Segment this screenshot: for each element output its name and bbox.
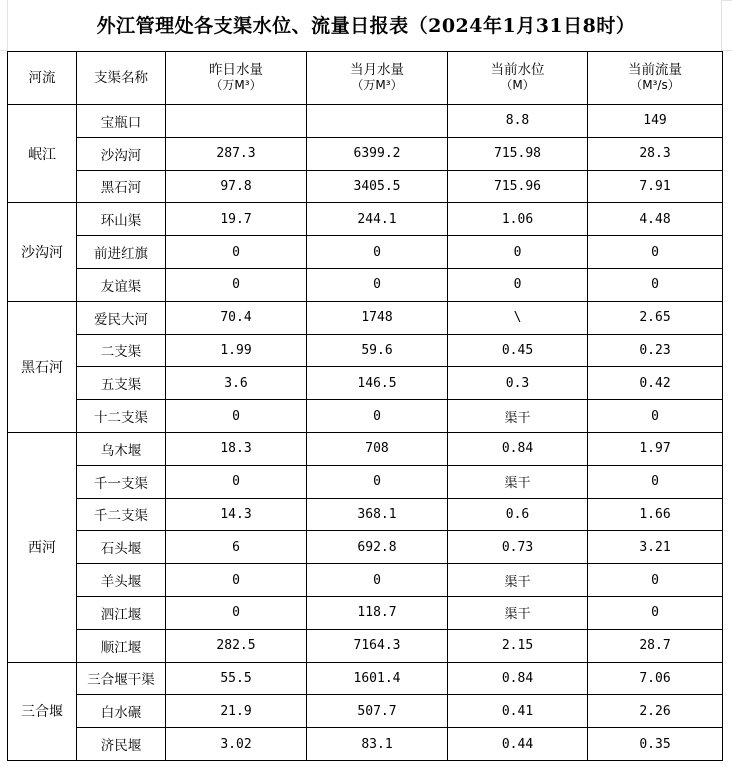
yesterday-volume-cell[interactable]: 0 xyxy=(166,465,307,498)
current-flow-cell[interactable]: 0.23 xyxy=(588,334,723,367)
current-flow-cell[interactable]: 0 xyxy=(588,236,723,269)
yesterday-volume-cell[interactable]: 0 xyxy=(166,564,307,597)
month-volume-cell[interactable]: 59.6 xyxy=(307,334,448,367)
table-row xyxy=(8,531,723,564)
month-volume-cell[interactable]: 0 xyxy=(307,564,448,597)
month-volume-cell[interactable]: 0 xyxy=(307,268,448,301)
river-cell[interactable]: 沙沟河 xyxy=(8,203,77,301)
current-level-cell[interactable]: 0.6 xyxy=(448,498,588,531)
current-flow-cell[interactable]: 0 xyxy=(588,465,723,498)
current-flow-cell[interactable]: 149 xyxy=(588,105,723,138)
table-row xyxy=(8,334,723,367)
table-row xyxy=(8,203,723,236)
current-flow-cell[interactable]: 3.21 xyxy=(588,531,723,564)
current-level-cell[interactable]: 0.84 xyxy=(448,662,588,695)
table-row xyxy=(8,728,723,761)
current-level-cell[interactable]: 渠干 xyxy=(448,564,588,597)
current-flow-cell[interactable]: 4.48 xyxy=(588,203,723,236)
month-volume-cell[interactable]: 708 xyxy=(307,432,448,465)
month-volume-cell[interactable]: 0 xyxy=(307,465,448,498)
current-flow-cell[interactable]: 1.97 xyxy=(588,432,723,465)
canal-name-cell[interactable]: 二支渠 xyxy=(77,334,166,367)
river-cell[interactable]: 岷江 xyxy=(8,105,77,203)
canal-name-cell[interactable]: 环山渠 xyxy=(77,203,166,236)
month-volume-cell[interactable]: 146.5 xyxy=(307,367,448,400)
table-row xyxy=(8,465,723,498)
yesterday-volume-cell[interactable]: 1.99 xyxy=(166,334,307,367)
current-level-cell[interactable]: 1.06 xyxy=(448,203,588,236)
current-flow-cell[interactable]: 0 xyxy=(588,400,723,433)
current-flow-cell[interactable]: 1.66 xyxy=(588,498,723,531)
canal-name-cell[interactable]: 顺江堰 xyxy=(77,629,166,662)
table-row xyxy=(8,268,723,301)
current-level-cell[interactable]: 渠干 xyxy=(448,400,588,433)
current-flow-cell[interactable]: 7.91 xyxy=(588,170,723,203)
table-row xyxy=(8,400,723,433)
month-volume-cell[interactable]: 3405.5 xyxy=(307,170,448,203)
table-row xyxy=(8,236,723,269)
table-row xyxy=(8,105,723,138)
yesterday-volume-cell[interactable]: 19.7 xyxy=(166,203,307,236)
table-row xyxy=(8,662,723,695)
current-flow-cell[interactable]: 28.3 xyxy=(588,137,723,170)
month-volume-cell[interactable]: 6399.2 xyxy=(307,137,448,170)
current-flow-cell[interactable]: 0 xyxy=(588,564,723,597)
yesterday-volume-cell[interactable]: 21.9 xyxy=(166,695,307,728)
yesterday-volume-cell[interactable]: 6 xyxy=(166,531,307,564)
canal-name-cell[interactable]: 千二支渠 xyxy=(77,498,166,531)
yesterday-volume-cell[interactable]: 282.5 xyxy=(166,629,307,662)
river-cell[interactable]: 三合堰 xyxy=(8,662,77,760)
current-flow-cell[interactable]: 28.7 xyxy=(588,629,723,662)
canal-name-cell[interactable]: 五支渠 xyxy=(77,367,166,400)
canal-name-cell[interactable]: 友谊渠 xyxy=(77,268,166,301)
canal-name-cell[interactable]: 黑石河 xyxy=(77,170,166,203)
canal-name-cell[interactable]: 爱民大河 xyxy=(77,301,166,334)
current-level-cell[interactable]: 0 xyxy=(448,236,588,269)
current-flow-cell[interactable]: 0.35 xyxy=(588,728,723,761)
yesterday-volume-cell[interactable]: 3.6 xyxy=(166,367,307,400)
table-row xyxy=(8,695,723,728)
current-flow-cell[interactable]: 2.65 xyxy=(588,301,723,334)
current-level-cell[interactable]: \ xyxy=(448,301,588,334)
yesterday-volume-cell[interactable]: 55.5 xyxy=(166,662,307,695)
header-row xyxy=(8,52,723,105)
canal-name-cell[interactable]: 沙沟河 xyxy=(77,137,166,170)
current-level-cell[interactable]: 715.98 xyxy=(448,137,588,170)
header-canal-name[interactable]: 支渠名称 xyxy=(77,52,166,105)
table-row xyxy=(8,596,723,629)
canal-name-cell[interactable]: 前进红旗 xyxy=(77,236,166,269)
yesterday-volume-cell[interactable]: 0 xyxy=(166,400,307,433)
gridline xyxy=(722,50,732,51)
current-level-cell[interactable]: 0 xyxy=(448,268,588,301)
current-flow-cell[interactable]: 7.06 xyxy=(588,662,723,695)
yesterday-volume-cell[interactable]: 3.02 xyxy=(166,728,307,761)
current-level-cell[interactable]: 渠干 xyxy=(448,465,588,498)
canal-name-cell[interactable]: 三合堰干渠 xyxy=(77,662,166,695)
current-level-cell[interactable]: 0.41 xyxy=(448,695,588,728)
yesterday-volume-cell[interactable]: 0 xyxy=(166,268,307,301)
current-flow-cell[interactable]: 0 xyxy=(588,268,723,301)
table-row xyxy=(8,301,723,334)
canal-name-cell[interactable]: 宝瓶口 xyxy=(77,105,166,138)
canal-name-cell[interactable]: 白水碾 xyxy=(77,695,166,728)
month-volume-cell[interactable]: 368.1 xyxy=(307,498,448,531)
month-volume-cell[interactable] xyxy=(307,105,448,138)
current-level-cell[interactable]: 0.84 xyxy=(448,432,588,465)
river-cell[interactable]: 西河 xyxy=(8,432,77,662)
current-level-cell[interactable]: 715.96 xyxy=(448,170,588,203)
current-flow-cell[interactable]: 0.42 xyxy=(588,367,723,400)
report-table xyxy=(7,51,723,761)
canal-name-cell[interactable]: 泗江堰 xyxy=(77,596,166,629)
current-flow-cell[interactable]: 2.26 xyxy=(588,695,723,728)
header-yesterday-volume[interactable]: 昨日水量 （万M³） xyxy=(166,52,307,105)
gridline xyxy=(722,0,732,1)
header-current-flow[interactable]: 当前流量 （M³/s） xyxy=(588,52,723,105)
yesterday-volume-cell[interactable]: 97.8 xyxy=(166,170,307,203)
table-row xyxy=(8,498,723,531)
canal-name-cell[interactable]: 羊头堰 xyxy=(77,564,166,597)
gridline xyxy=(0,50,7,51)
canal-name-cell[interactable]: 乌木堰 xyxy=(77,432,166,465)
canal-name-cell[interactable]: 千一支渠 xyxy=(77,465,166,498)
header-river[interactable]: 河流 xyxy=(8,52,77,105)
yesterday-volume-cell[interactable] xyxy=(166,105,307,138)
current-level-cell[interactable]: 0.45 xyxy=(448,334,588,367)
current-level-cell[interactable]: 0.44 xyxy=(448,728,588,761)
yesterday-volume-cell[interactable]: 0 xyxy=(166,596,307,629)
month-volume-cell[interactable]: 692.8 xyxy=(307,531,448,564)
current-level-cell[interactable]: 0.3 xyxy=(448,367,588,400)
month-volume-cell[interactable]: 83.1 xyxy=(307,728,448,761)
month-volume-cell[interactable]: 1748 xyxy=(307,301,448,334)
canal-name-cell[interactable]: 济民堰 xyxy=(77,728,166,761)
canal-name-cell[interactable]: 十二支渠 xyxy=(77,400,166,433)
current-level-cell[interactable]: 2.15 xyxy=(448,629,588,662)
header-current-level[interactable]: 当前水位 （M） xyxy=(448,52,588,105)
river-cell[interactable]: 黑石河 xyxy=(8,301,77,432)
table-row xyxy=(8,367,723,400)
current-flow-cell[interactable]: 0 xyxy=(588,596,723,629)
table-row xyxy=(8,564,723,597)
header-month-volume[interactable]: 当月水量 （万M³） xyxy=(307,52,448,105)
report-title: 外江管理处各支渠水位、流量日报表（2024年1月31日8时） xyxy=(96,15,636,37)
yesterday-volume-cell[interactable]: 18.3 xyxy=(166,432,307,465)
table-row xyxy=(8,170,723,203)
month-volume-cell[interactable]: 1601.4 xyxy=(307,662,448,695)
table-row xyxy=(8,137,723,170)
current-level-cell[interactable]: 0.73 xyxy=(448,531,588,564)
current-level-cell[interactable]: 渠干 xyxy=(448,596,588,629)
canal-name-cell[interactable]: 石头堰 xyxy=(77,531,166,564)
month-volume-cell[interactable]: 507.7 xyxy=(307,695,448,728)
month-volume-cell[interactable]: 0 xyxy=(307,236,448,269)
yesterday-volume-cell[interactable]: 287.3 xyxy=(166,137,307,170)
month-volume-cell[interactable]: 7164.3 xyxy=(307,629,448,662)
month-volume-cell[interactable]: 0 xyxy=(307,400,448,433)
current-level-cell[interactable]: 8.8 xyxy=(448,105,588,138)
yesterday-volume-cell[interactable]: 14.3 xyxy=(166,498,307,531)
month-volume-cell[interactable]: 244.1 xyxy=(307,203,448,236)
yesterday-volume-cell[interactable]: 70.4 xyxy=(166,301,307,334)
table-row xyxy=(8,432,723,465)
yesterday-volume-cell[interactable]: 0 xyxy=(166,236,307,269)
month-volume-cell[interactable]: 118.7 xyxy=(307,596,448,629)
table-row xyxy=(8,629,723,662)
